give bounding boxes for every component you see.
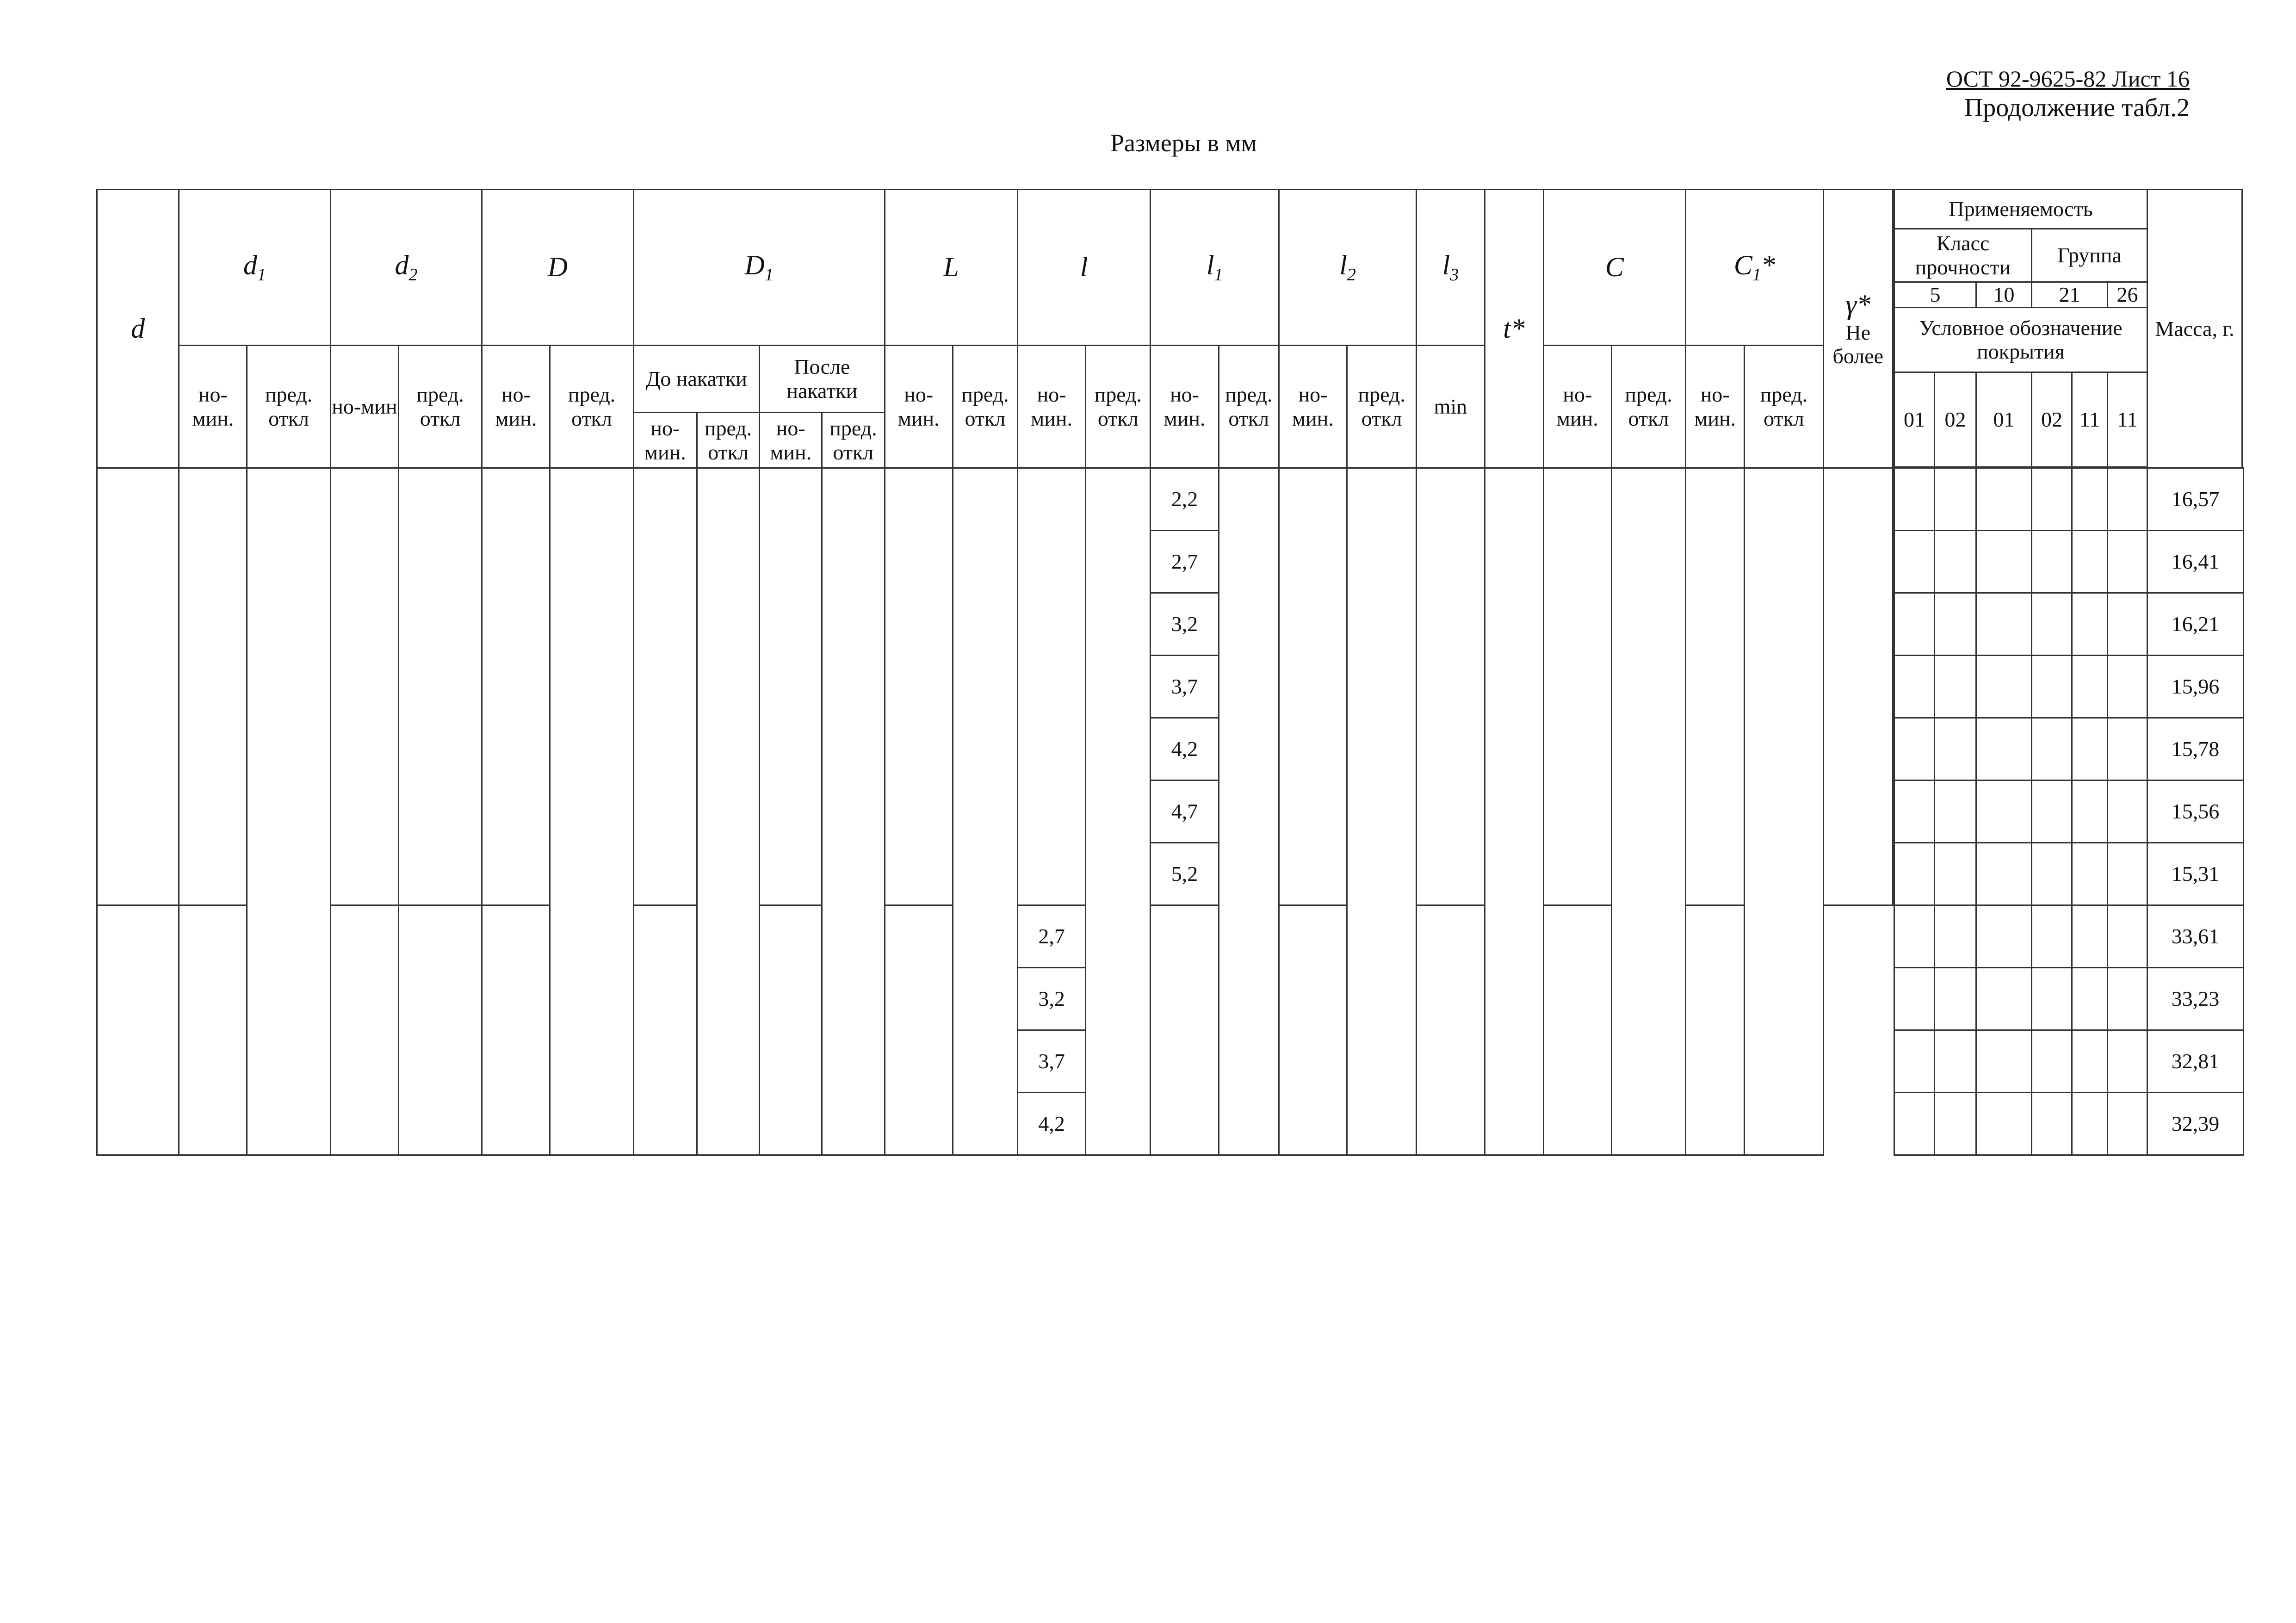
- app-cell: [2032, 531, 2072, 593]
- mass-value: 32,81: [2147, 1030, 2244, 1093]
- l1-value: 2,7: [1151, 531, 1219, 593]
- app-cell: [2072, 1030, 2108, 1093]
- l2-nominal-header: но-мин.: [1279, 346, 1347, 468]
- D1-after-deviation-header: пред. откл: [822, 413, 885, 468]
- app-cell: [2032, 468, 2072, 531]
- applicability-title: Применяемость: [1894, 190, 2147, 229]
- C1-nominal-header: но-мин.: [1686, 346, 1745, 468]
- col-d-header: d: [97, 190, 179, 468]
- app-cell: [2108, 843, 2147, 905]
- app-cell: [2108, 718, 2147, 781]
- app-cell: [1894, 781, 1935, 843]
- D1-after-nominal-header: но-мин.: [760, 413, 822, 468]
- data-cell: [760, 468, 822, 905]
- mass-value: 15,31: [2147, 843, 2244, 905]
- C1-deviation-header: пред. откл: [1745, 346, 1823, 468]
- app-cell: [1976, 468, 2032, 531]
- l1-value: 3,7: [1017, 1030, 1085, 1093]
- coating-code: 01: [1894, 372, 1935, 467]
- col-D1-header: $D_1$: [633, 190, 885, 346]
- applicability-block: [1894, 189, 2148, 468]
- app-cell: [2108, 781, 2147, 843]
- app-cell: [1894, 968, 1935, 1030]
- d1-deviation-header: пред. откл: [247, 346, 330, 468]
- app-cell: [1935, 718, 1976, 781]
- app-cell: [1976, 968, 2032, 1030]
- app-cell: [1935, 781, 1976, 843]
- D1-before-nominal-header: но-мин.: [633, 413, 697, 468]
- C-nominal-header: но-мин.: [1543, 346, 1611, 468]
- col-mass-header: Масса, г.: [2147, 190, 2242, 468]
- app-cell: [2032, 781, 2072, 843]
- coating-title: Условное обозначение покрытия: [1894, 307, 2147, 372]
- col-D-header: D: [482, 190, 633, 346]
- l1-deviation-header: пред. откл: [1219, 346, 1279, 468]
- data-cell: [1745, 468, 1823, 1155]
- app-cell: [2032, 656, 2072, 718]
- l1-value: 4,2: [1151, 718, 1219, 781]
- l1-value: 3,2: [1151, 593, 1219, 656]
- mass-value: 16,57: [2147, 468, 2244, 531]
- app-cell: [1894, 1030, 1935, 1093]
- mass-header-block: [2147, 189, 2243, 469]
- d2-deviation-header: пред. откл: [398, 346, 482, 468]
- app-cell: [2108, 905, 2147, 968]
- coating-code: 02: [2032, 372, 2072, 467]
- group-26: 26: [2108, 282, 2147, 308]
- l3-min-header: min: [1417, 346, 1485, 468]
- standard-reference: ОСТ 92-9625-82 Лист 16: [1946, 66, 2190, 92]
- l1-value: 5,2: [1151, 843, 1219, 905]
- data-cell: [1017, 468, 1085, 905]
- app-cell: [2032, 1093, 2072, 1155]
- data-cell: [179, 468, 247, 905]
- group-21: 21: [2032, 282, 2108, 308]
- data-cell: [1417, 468, 1485, 905]
- data-cell: [1485, 468, 1543, 1155]
- app-cell: [2072, 968, 2108, 1030]
- app-cell: [2108, 531, 2147, 593]
- app-cell: [1935, 468, 1976, 531]
- app-cell: [2072, 905, 2108, 968]
- app-cell: [1976, 718, 2032, 781]
- coating-code: 01: [1976, 372, 2032, 467]
- app-cell: [1935, 843, 1976, 905]
- l-deviation-header: пред. откл: [1086, 346, 1151, 468]
- data-cell: [1086, 468, 1151, 1155]
- data-cell: [1823, 468, 1893, 905]
- data-cell: [760, 905, 822, 1155]
- app-cell: [1935, 905, 1976, 968]
- data-cell: [1279, 468, 1347, 905]
- app-cell: [2032, 1030, 2072, 1093]
- app-cell: [1976, 843, 2032, 905]
- D1-before-deviation-header: пред. откл: [697, 413, 759, 468]
- app-cell: [1976, 781, 2032, 843]
- mass-value: 32,39: [2147, 1093, 2244, 1155]
- data-cell: [550, 468, 633, 1155]
- data-cell: [1543, 905, 1611, 1155]
- app-cell: [2072, 656, 2108, 718]
- data-cell: [1417, 905, 1485, 1155]
- app-cell: [1894, 905, 1935, 968]
- col-t-header: t*: [1485, 190, 1543, 468]
- class-5: 5: [1894, 282, 1976, 308]
- mass-value: 16,41: [2147, 531, 2244, 593]
- coating-code: 11: [2072, 372, 2108, 467]
- units-note: Размеры в мм: [1110, 129, 1257, 157]
- data-cell: [1686, 905, 1745, 1155]
- data-cell: [885, 905, 953, 1155]
- app-cell: [1935, 1030, 1976, 1093]
- l1-value: 2,7: [1017, 905, 1085, 968]
- data-cell: [1686, 468, 1745, 905]
- app-cell: [2032, 593, 2072, 656]
- data-cell: [482, 905, 550, 1155]
- coating-code: 02: [1935, 372, 1976, 467]
- app-cell: [2108, 968, 2147, 1030]
- app-cell: [1894, 468, 1935, 531]
- app-cell: [1935, 593, 1976, 656]
- l1-value: 2,2: [1151, 468, 1219, 531]
- C-deviation-header: пред. откл: [1611, 346, 1685, 468]
- app-cell: [1935, 1093, 1976, 1155]
- data-cell: [398, 468, 482, 905]
- data-cell: [697, 468, 759, 1155]
- app-cell: [1935, 531, 1976, 593]
- data-cell: [822, 468, 885, 1155]
- data-cell: [330, 905, 398, 1155]
- app-cell: [2032, 718, 2072, 781]
- app-cell: [2108, 656, 2147, 718]
- app-cell: [2032, 843, 2072, 905]
- data-cell: [1543, 468, 1611, 905]
- d1-nominal-header: но-мин.: [179, 346, 247, 468]
- app-cell: [1976, 656, 2032, 718]
- d2-nominal-header: но-мин: [330, 346, 398, 468]
- app-cell: [2108, 593, 2147, 656]
- data-cell: [1151, 905, 1219, 1155]
- data-cell: [1279, 905, 1347, 1155]
- app-cell: [1976, 905, 2032, 968]
- app-cell: [2072, 843, 2108, 905]
- app-cell: [1894, 843, 1935, 905]
- mass-value: 15,96: [2147, 656, 2244, 718]
- data-cell: [1611, 468, 1685, 1155]
- app-cell: [1976, 1093, 2032, 1155]
- app-cell: [1894, 656, 1935, 718]
- D-nominal-header: но-мин.: [482, 346, 550, 468]
- mass-value: 33,23: [2147, 968, 2244, 1030]
- col-gamma-header: γ* Не более: [1823, 190, 1893, 468]
- col-l-header: l: [1017, 190, 1150, 346]
- l1-value: 3,2: [1017, 968, 1085, 1030]
- col-l3-header: $l_3$: [1417, 190, 1485, 346]
- l1-value: 3,7: [1151, 656, 1219, 718]
- col-C-header: C: [1543, 190, 1685, 346]
- data-cell: [482, 468, 550, 905]
- dimensions-grid: [96, 189, 1894, 1156]
- data-cell: [633, 905, 697, 1155]
- D-deviation-header: пред. откл: [550, 346, 633, 468]
- col-C1-header: $C_1*$: [1686, 190, 1823, 346]
- app-cell: [1894, 1093, 1935, 1155]
- app-cell: [1935, 968, 1976, 1030]
- app-cell: [1935, 656, 1976, 718]
- app-cell: [1976, 531, 2032, 593]
- app-cell: [1976, 593, 2032, 656]
- app-cell: [1894, 593, 1935, 656]
- col-l1-header: $l_1$: [1151, 190, 1279, 346]
- mass-value: 15,78: [2147, 718, 2244, 781]
- data-cell: [247, 468, 330, 1155]
- app-cell: [2072, 781, 2108, 843]
- app-cell: [2072, 1093, 2108, 1155]
- app-cell: [1976, 1030, 2032, 1093]
- col-L-header: L: [885, 190, 1017, 346]
- mass-value: 15,56: [2147, 781, 2244, 843]
- L-deviation-header: пред. откл: [953, 346, 1017, 468]
- l1-nominal-header: но-мин.: [1151, 346, 1219, 468]
- app-cell: [2032, 905, 2072, 968]
- app-cell: [1894, 531, 1935, 593]
- data-cell: [398, 905, 482, 1155]
- data-cell: [179, 905, 247, 1155]
- group-title: Группа: [2032, 229, 2147, 282]
- data-cell: [1347, 468, 1417, 1155]
- class-10: 10: [1976, 282, 2032, 308]
- app-cell: [1894, 718, 1935, 781]
- l2-deviation-header: пред. откл: [1347, 346, 1417, 468]
- before-rolling-header: До накатки: [633, 346, 759, 413]
- app-cell: [2032, 968, 2072, 1030]
- app-cell: [2108, 1093, 2147, 1155]
- l1-value: 4,7: [1151, 781, 1219, 843]
- col-l2-header: $l_2$: [1279, 190, 1416, 346]
- strength-class-title: Класс прочности: [1894, 229, 2032, 282]
- app-cell: [2072, 593, 2108, 656]
- table-continuation: Продолжение табл.2: [1964, 93, 2190, 122]
- l-nominal-header: но-мин.: [1017, 346, 1085, 468]
- app-cell: [2108, 1030, 2147, 1093]
- mass-value: 33,61: [2147, 905, 2244, 968]
- app-cell: [2072, 718, 2108, 781]
- col-d1-header: $d_1$: [179, 190, 330, 346]
- after-rolling-header: После накатки: [760, 346, 885, 413]
- data-cell: [953, 468, 1017, 1155]
- col-d2-header: $d_2$: [330, 190, 482, 346]
- data-cell: [330, 468, 398, 905]
- applicability-data: [1894, 467, 2244, 1156]
- app-cell: [2072, 468, 2108, 531]
- l1-value: 4,2: [1017, 1093, 1085, 1155]
- coating-code: 11: [2108, 372, 2147, 467]
- data-cell: [885, 468, 953, 905]
- app-cell: [2072, 531, 2108, 593]
- app-cell: [2108, 468, 2147, 531]
- data-cell: [633, 468, 697, 905]
- data-cell: [97, 468, 179, 905]
- L-nominal-header: но-мин.: [885, 346, 953, 468]
- data-cell: [1219, 468, 1279, 1155]
- data-cell: [97, 905, 179, 1155]
- mass-value: 16,21: [2147, 593, 2244, 656]
